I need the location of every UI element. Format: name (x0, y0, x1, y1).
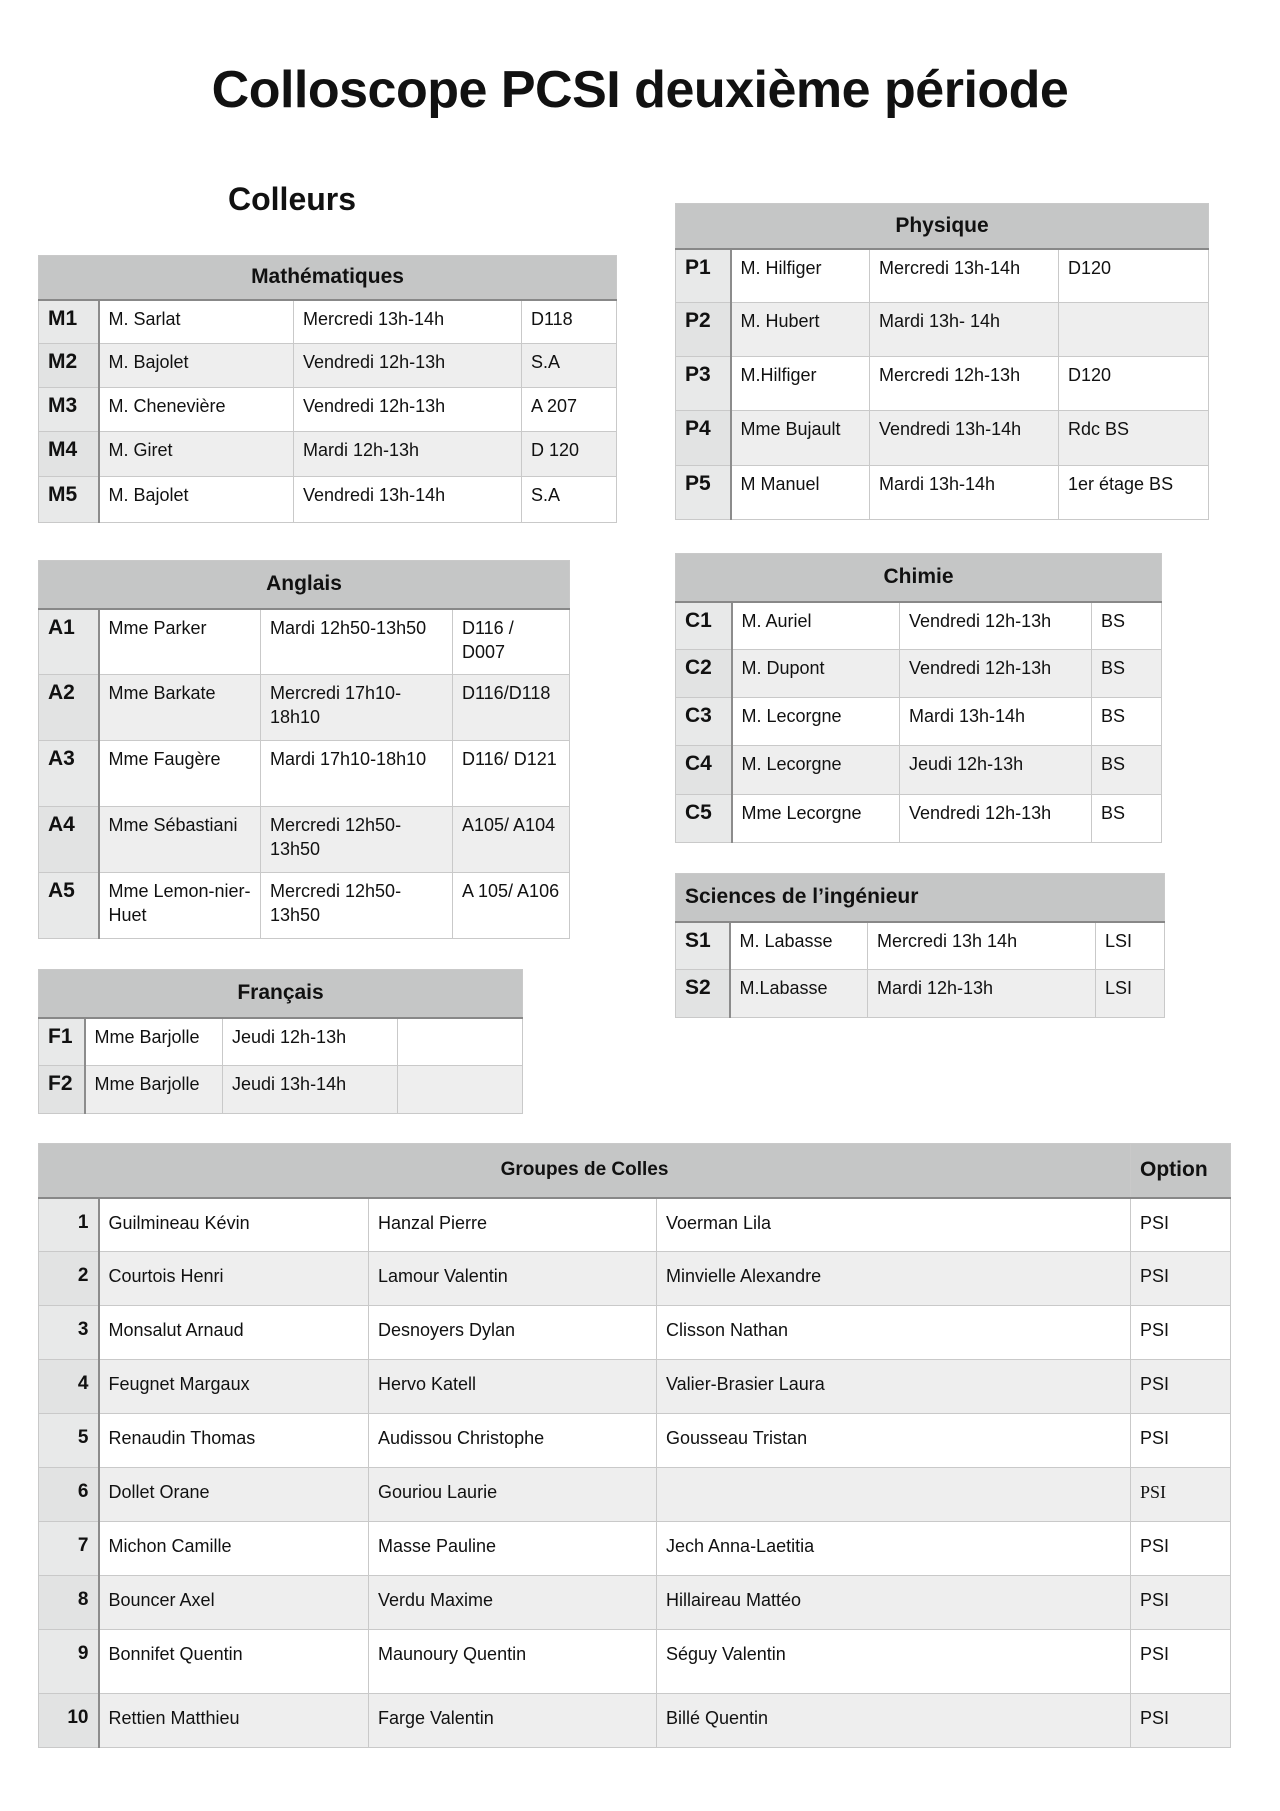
colleur-code: C1 (676, 602, 732, 650)
group-row (39, 1198, 1231, 1252)
physique-row (676, 411, 1209, 466)
groups-table (38, 1143, 1231, 1748)
colleur-time: Mercredi 12h50-13h50 (261, 873, 453, 939)
group-number: 10 (39, 1694, 99, 1748)
colleur-time: Mercredi 17h10-18h10 (261, 675, 453, 741)
group-number: 6 (39, 1468, 99, 1522)
anglais-table (38, 560, 570, 939)
colleur-name: M. Dupont (732, 650, 900, 698)
colleur-code: M2 (39, 344, 99, 388)
student-name (657, 1468, 1131, 1522)
colleur-room: A 207 (522, 388, 617, 432)
si-row (676, 922, 1165, 970)
colleur-name: Mme Parker (99, 609, 261, 675)
colleur-name: Mme Lecorgne (732, 795, 900, 843)
group-row (39, 1306, 1231, 1360)
colleur-room: D120 (1059, 357, 1209, 411)
physique-table (675, 203, 1209, 520)
colleur-name: M. Lecorgne (732, 698, 900, 746)
colleur-room: LSI (1096, 970, 1165, 1018)
colleur-time: Mardi 13h-14h (870, 466, 1059, 520)
colleur-code: C5 (676, 795, 732, 843)
colleur-name: M. Auriel (732, 602, 900, 650)
chimie-row (676, 698, 1162, 746)
chimie-heading: Chimie (676, 554, 1162, 602)
colleur-time: Vendredi 12h-13h (900, 602, 1092, 650)
colleur-code: F1 (39, 1018, 85, 1066)
group-option: PSI (1131, 1252, 1231, 1306)
si-heading: Sciences de l’ingénieur (676, 874, 1165, 922)
chimie-row (676, 795, 1162, 843)
anglais-row (39, 807, 570, 873)
colleur-name: M. Labasse (730, 922, 868, 970)
colleur-name: Mme Barkate (99, 675, 261, 741)
student-name: Valier-Brasier Laura (657, 1360, 1131, 1414)
student-name: Minvielle Alexandre (657, 1252, 1131, 1306)
colleur-room: BS (1092, 795, 1162, 843)
colleur-room: D 120 (522, 432, 617, 477)
student-name: Hanzal Pierre (369, 1198, 657, 1252)
colleur-room: 1er étage BS (1059, 466, 1209, 520)
colleur-time: Mardi 13h- 14h (870, 303, 1059, 357)
student-name: Masse Pauline (369, 1522, 657, 1576)
group-number: 1 (39, 1198, 99, 1252)
colleur-name: M. Hubert (731, 303, 870, 357)
student-name: Billé Quentin (657, 1694, 1131, 1748)
colleur-time: Mercredi 12h50-13h50 (261, 807, 453, 873)
colleur-name: Mme Barjolle (85, 1018, 223, 1066)
student-name: Hillaireau Mattéo (657, 1576, 1131, 1630)
colleur-name: Mme Lemon-nier-Huet (99, 873, 261, 939)
student-name: Dollet Orane (99, 1468, 369, 1522)
colleur-code: M5 (39, 477, 99, 523)
group-number: 8 (39, 1576, 99, 1630)
colleur-code: C3 (676, 698, 732, 746)
colleur-name: Mme Faugère (99, 741, 261, 807)
group-number: 9 (39, 1630, 99, 1694)
colleur-name: Mme Barjolle (85, 1066, 223, 1114)
physique-heading: Physique (676, 204, 1209, 249)
student-name: Lamour Valentin (369, 1252, 657, 1306)
colleur-code: P3 (676, 357, 731, 411)
group-row (39, 1630, 1231, 1694)
colleur-room: D120 (1059, 249, 1209, 303)
colleur-name: M. Lecorgne (732, 746, 900, 795)
group-row (39, 1360, 1231, 1414)
student-name: Gouriou Laurie (369, 1468, 657, 1522)
colleur-code: P4 (676, 411, 731, 466)
group-row (39, 1694, 1231, 1748)
page-title: Colloscope PCSI deuxième période (211, 61, 1069, 119)
group-row (39, 1252, 1231, 1306)
colleur-room: A 105/ A106 (453, 873, 570, 939)
chimie-row (676, 746, 1162, 795)
colleur-name: Mme Sébastiani (99, 807, 261, 873)
colleur-code: A3 (39, 741, 99, 807)
group-number: 4 (39, 1360, 99, 1414)
student-name: Hervo Katell (369, 1360, 657, 1414)
colleur-code: S2 (676, 970, 730, 1018)
colleur-time: Mercredi 13h-14h (294, 300, 522, 344)
maths-row (39, 300, 617, 344)
chimie-table (675, 553, 1162, 843)
group-row (39, 1414, 1231, 1468)
group-option: PSI (1131, 1198, 1231, 1252)
colleur-time: Jeudi 12h-13h (900, 746, 1092, 795)
colleur-name: M. Sarlat (99, 300, 294, 344)
group-option: PSI (1131, 1630, 1231, 1694)
colleur-room: D118 (522, 300, 617, 344)
colleur-code: P5 (676, 466, 731, 520)
student-name: Séguy Valentin (657, 1630, 1131, 1694)
student-name: Farge Valentin (369, 1694, 657, 1748)
group-option: PSI (1131, 1576, 1231, 1630)
colleur-code: P1 (676, 249, 731, 303)
colleur-time: Mercredi 12h-13h (870, 357, 1059, 411)
colleur-time: Mardi 12h50-13h50 (261, 609, 453, 675)
group-row (39, 1576, 1231, 1630)
group-option: PSI (1131, 1694, 1231, 1748)
colleur-name: M. Hilfiger (731, 249, 870, 303)
francais-row (39, 1066, 523, 1114)
colleur-code: C2 (676, 650, 732, 698)
anglais-heading: Anglais (39, 561, 570, 609)
colleur-code: P2 (676, 303, 731, 357)
student-name: Monsalut Arnaud (99, 1306, 369, 1360)
anglais-row (39, 675, 570, 741)
colleur-room: D116/D118 (453, 675, 570, 741)
francais-row (39, 1018, 523, 1066)
chimie-row (676, 602, 1162, 650)
anglais-row (39, 609, 570, 675)
anglais-row (39, 741, 570, 807)
francais-table (38, 969, 523, 1114)
student-name: Clisson Nathan (657, 1306, 1131, 1360)
colleur-name: M. Chenevière (99, 388, 294, 432)
student-name: Maunoury Quentin (369, 1630, 657, 1694)
group-number: 3 (39, 1306, 99, 1360)
colleur-code: M3 (39, 388, 99, 432)
group-row (39, 1468, 1231, 1522)
colleur-room: BS (1092, 746, 1162, 795)
option-heading: Option (1131, 1144, 1231, 1198)
group-number: 5 (39, 1414, 99, 1468)
maths-row (39, 344, 617, 388)
student-name: Gousseau Tristan (657, 1414, 1131, 1468)
maths-row (39, 388, 617, 432)
colleur-code: S1 (676, 922, 730, 970)
colleur-room: LSI (1096, 922, 1165, 970)
student-name: Guilmineau Kévin (99, 1198, 369, 1252)
colleur-time: Mardi 17h10-18h10 (261, 741, 453, 807)
anglais-row (39, 873, 570, 939)
colleur-code: A2 (39, 675, 99, 741)
colleur-room: BS (1092, 602, 1162, 650)
maths-row (39, 432, 617, 477)
colleur-time: Jeudi 12h-13h (223, 1018, 398, 1066)
maths-row (39, 477, 617, 523)
colleur-code: A5 (39, 873, 99, 939)
colleur-name: M. Bajolet (99, 344, 294, 388)
colleur-time: Vendredi 12h-13h (294, 344, 522, 388)
colleur-name: M.Hilfiger (731, 357, 870, 411)
colleur-time: Mardi 12h-13h (294, 432, 522, 477)
colleur-code: A4 (39, 807, 99, 873)
colleur-code: M4 (39, 432, 99, 477)
physique-row (676, 357, 1209, 411)
group-option: PSI (1131, 1414, 1231, 1468)
colleurs-heading: Colleurs (228, 181, 357, 217)
colleur-time: Mercredi 13h-14h (870, 249, 1059, 303)
student-name: Michon Camille (99, 1522, 369, 1576)
colleur-room: A105/ A104 (453, 807, 570, 873)
group-option: PSI (1131, 1360, 1231, 1414)
colleur-code: M1 (39, 300, 99, 344)
student-name: Bouncer Axel (99, 1576, 369, 1630)
colleur-name: M.Labasse (730, 970, 868, 1018)
group-row (39, 1522, 1231, 1576)
colleur-room: S.A (522, 344, 617, 388)
colleur-room (398, 1066, 523, 1114)
colleur-name: M Manuel (731, 466, 870, 520)
colleur-room: D116 / D007 (453, 609, 570, 675)
colleur-time: Vendredi 12h-13h (294, 388, 522, 432)
colleur-room: Rdc BS (1059, 411, 1209, 466)
student-name: Renaudin Thomas (99, 1414, 369, 1468)
colleur-room: BS (1092, 650, 1162, 698)
si-table (675, 873, 1165, 1018)
maths-heading: Mathématiques (39, 256, 617, 300)
student-name: Bonnifet Quentin (99, 1630, 369, 1694)
student-name: Rettien Matthieu (99, 1694, 369, 1748)
student-name: Audissou Christophe (369, 1414, 657, 1468)
colleur-room (1059, 303, 1209, 357)
colleur-code: C4 (676, 746, 732, 795)
group-number: 7 (39, 1522, 99, 1576)
group-option: PSI (1131, 1306, 1231, 1360)
colleur-time: Vendredi 13h-14h (870, 411, 1059, 466)
group-option: PSI (1131, 1522, 1231, 1576)
maths-table (38, 255, 617, 523)
physique-row (676, 303, 1209, 357)
student-name: Courtois Henri (99, 1252, 369, 1306)
colleur-time: Mardi 13h-14h (900, 698, 1092, 746)
colleur-room: S.A (522, 477, 617, 523)
student-name: Desnoyers Dylan (369, 1306, 657, 1360)
colleur-name: M. Giret (99, 432, 294, 477)
si-row (676, 970, 1165, 1018)
groups-heading: Groupes de Colles (39, 1144, 1131, 1198)
student-name: Verdu Maxime (369, 1576, 657, 1630)
colleur-time: Vendredi 12h-13h (900, 650, 1092, 698)
colleur-name: Mme Bujault (731, 411, 870, 466)
colleur-room (398, 1018, 523, 1066)
colleur-time: Mercredi 13h 14h (868, 922, 1096, 970)
student-name: Jech Anna-Laetitia (657, 1522, 1131, 1576)
chimie-row (676, 650, 1162, 698)
colleur-time: Vendredi 13h-14h (294, 477, 522, 523)
colleur-code: A1 (39, 609, 99, 675)
group-number: 2 (39, 1252, 99, 1306)
colleur-name: M. Bajolet (99, 477, 294, 523)
colleur-time: Mardi 12h-13h (868, 970, 1096, 1018)
colleur-time: Vendredi 12h-13h (900, 795, 1092, 843)
student-name: Voerman Lila (657, 1198, 1131, 1252)
physique-row (676, 249, 1209, 303)
francais-heading: Français (39, 970, 523, 1018)
physique-row (676, 466, 1209, 520)
student-name: Feugnet Margaux (99, 1360, 369, 1414)
colleur-time: Jeudi 13h-14h (223, 1066, 398, 1114)
group-option: PSI (1131, 1468, 1231, 1522)
colleur-room: BS (1092, 698, 1162, 746)
colleur-code: F2 (39, 1066, 85, 1114)
colleur-room: D116/ D121 (453, 741, 570, 807)
